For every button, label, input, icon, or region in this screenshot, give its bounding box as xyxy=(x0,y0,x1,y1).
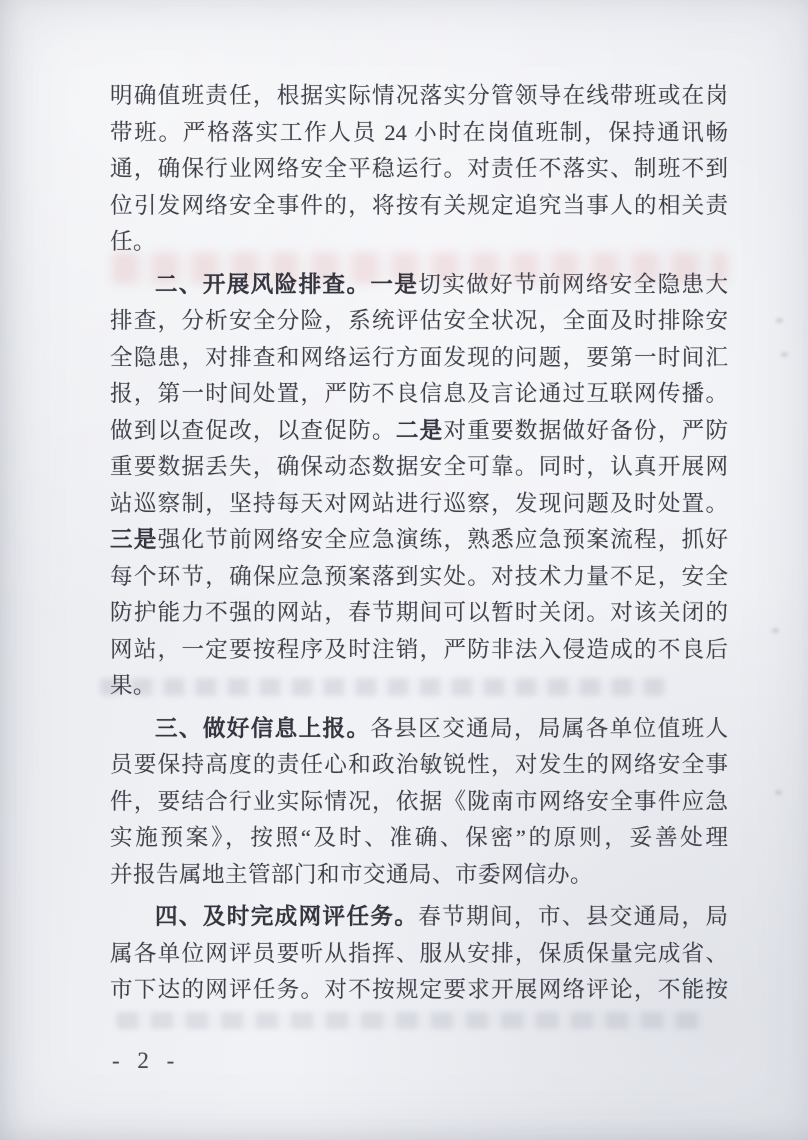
document-line xyxy=(110,559,728,596)
text-run: 全隐患，对排查和网络运行方面发现的问题，要第一时间汇 xyxy=(110,344,728,370)
document-line xyxy=(110,747,728,784)
document-line xyxy=(110,972,728,1009)
text-run: 位引发网络安全事件的，将按有关规定追究当事人的相关责 xyxy=(110,192,728,218)
document-line xyxy=(110,522,728,559)
scan-speck xyxy=(776,318,783,323)
scan-speck xyxy=(781,352,788,357)
document-line xyxy=(110,340,728,377)
text-run: 明确值班责任，根据实际情况落实分管领导在线带班或在岗 xyxy=(110,83,728,108)
text-run: 果。 xyxy=(110,673,157,698)
document-line xyxy=(110,936,728,973)
document-line xyxy=(110,595,728,632)
text-run: 件，要结合行业实际情况，依据《陇南市网络安全事件应急 xyxy=(110,788,728,814)
text-run: 市下达的网评任务。对不按规定要求开展网络评论，不能按 xyxy=(110,977,728,1002)
text-run: 任。 xyxy=(110,229,157,254)
document-line xyxy=(110,857,728,894)
document-line xyxy=(110,224,728,261)
text-run: 春节期间，市、县交通局，局 xyxy=(418,904,728,929)
document-line xyxy=(110,449,728,486)
scan-speck xyxy=(772,628,779,633)
document-line xyxy=(110,303,728,340)
document-line xyxy=(110,899,728,936)
text-run: 员要保持高度的责任心和政治敏锐性，对发生的网络安全事 xyxy=(110,752,728,777)
text-run: 并报告属地主管部门和市交通局、市委网信办。 xyxy=(110,861,594,887)
document-line xyxy=(110,78,728,115)
scan-speck xyxy=(775,790,782,795)
text-run: 通，确保行业网络安全平稳运行。对责任不落实、制班不到 xyxy=(110,156,728,181)
page-number: - 2 - xyxy=(112,1048,181,1073)
text-run: 带班。严格落实工作人员 24 小时在岗值班制，保持通讯畅 xyxy=(110,119,728,145)
document-line xyxy=(110,413,728,450)
text-run: 网站，一定要按程序及时注销，严防非法入侵造成的不良后 xyxy=(110,636,728,662)
heading-run: 四、及时完成网评任务。 xyxy=(155,904,419,929)
text-run: 强化节前网络安全应急演练，熟悉应急预案流程，抓好 xyxy=(157,527,728,552)
text-run: 站巡察制，坚持每天对网站进行巡察，发现问题及时处置。 xyxy=(110,490,728,516)
bleedthrough-gray-line-2 xyxy=(116,1012,704,1029)
document-body xyxy=(110,78,728,1009)
document-line xyxy=(110,267,728,304)
text-run: 切实做好节前网络安全隐患大 xyxy=(418,271,728,297)
heading-run: 二、开展风险排查。一是 xyxy=(155,271,419,297)
text-run: 排查，分析安全分险，系统评估安全状况，全面及时排除安 xyxy=(110,308,728,333)
document-line xyxy=(110,188,728,225)
text-run: 属各单位网评员要听从指挥、服从安排，保质保量完成省、 xyxy=(110,940,728,966)
document-line xyxy=(110,632,728,669)
text-run: 重要数据丢失，确保动态数据安全可靠。同时，认真开展网 xyxy=(110,454,728,479)
heading-run: 三是 xyxy=(110,527,158,552)
text-run: 防护能力不强的网站，春节期间可以暂时关闭。对该关闭的 xyxy=(110,600,728,625)
text-run: 实施预案》，按照“及时、准确、保密”的原则，妥善处理 xyxy=(110,825,728,850)
text-run: 做到以查促改，以查促防。 xyxy=(110,417,396,443)
text-run: 报，第一时间处置，严防不良信息及言论通过互联网传播。 xyxy=(110,381,728,406)
document-line xyxy=(110,486,728,523)
document-line xyxy=(110,115,728,152)
document-line xyxy=(110,711,728,748)
document-line xyxy=(110,668,728,705)
text-run: 对重要数据做好备份，严防 xyxy=(443,417,728,443)
text-run: 各县区交通局，局属各单位值班人 xyxy=(370,715,728,741)
text-run: 每个环节，确保应急预案落到实处。对技术力量不足，安全 xyxy=(110,563,728,589)
document-line xyxy=(110,376,728,413)
heading-run: 三、做好信息上报。 xyxy=(155,715,371,741)
document-line xyxy=(110,151,728,188)
heading-run: 二是 xyxy=(395,417,444,443)
document-line xyxy=(110,784,728,821)
document-line xyxy=(110,820,728,857)
